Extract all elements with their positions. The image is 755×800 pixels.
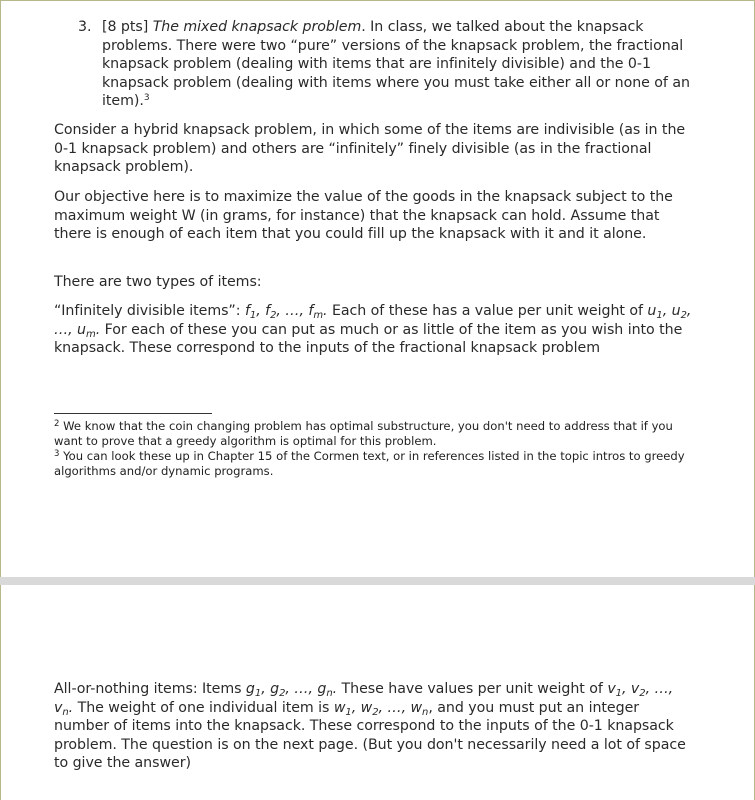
paragraph-types: There are two types of items: [54,274,262,290]
v-variables: $v_1$, $v_2$, …, $v_n$. [54,681,674,718]
question-points: [8 pts] [102,19,149,35]
footnote-divider [54,413,212,414]
aon-lead: All-or-nothing items: Items [54,681,246,697]
g-variables: $g_1$, $g_2$, …, $g_n$. [245,681,338,699]
question-number: 3. [78,19,92,35]
page-separator [0,577,755,585]
w-variables: $w_1$, $w_2$, …, $w_n$ [333,699,429,718]
footnote-ref-3: 3 [143,93,150,104]
paragraph-divisible [54,302,694,358]
paragraph-hybrid: Consider a hybrid knapsack problem, in which some of the items are indivisible (as in the 0-1 knapsack problem) and others are “infinitely” finely divisible (as in the fractional knapsack problem). [54,122,686,176]
u-variables: $u_1$, $u_2$, …, $u_m$. [54,303,692,340]
footnote-3: $^3$ You can look these up in Chapter 15 of the Cormen text, or in references listed in the topic intros to greedy algorithms and/or dynamic programs. [54,449,685,478]
divisible-tail: For each of these you can put as much or as little of the item as you wish into the knapsack. These correspond to the inputs of the fractional knapsack problem [54,321,683,357]
divisible-mid: Each of these has a value per unit weight of [327,303,648,319]
paragraph-objective: Our objective here is to maximize the value of the goods in the knapsack subject to the maximum weight W (in grams, for instance) that the knapsack can hold. Assume that there is enough of each item that you could fill up the knapsack with it and it alone. [54,189,673,243]
aon-mid2: The weight of one individual item is [73,699,334,716]
question-intro [102,18,692,111]
aon-mid1: These have values per unit weight of [337,681,608,697]
aon-tail: , and you must put an integer number of items into the knapsack. These correspond to the inputs of the 0-1 knapsack problem. The question is on the next page. (But you don't necessarily need a lot of space to give the answer) [54,699,686,772]
question-title: The mixed knapsack problem [152,19,362,35]
paragraph-all-or-nothing [54,680,694,773]
divisible-lead: “Infinitely divisible items”: [54,303,245,319]
footnote-2: $^2$ We know that the coin changing problem has optimal substructure, you don't need to address that if you want to prove that a greedy algorithm is optimal for this problem. [54,419,673,448]
question-intro-text: . In class, we talked about the knapsack problems. There were two “pure” versions of the knapsack problem, the fractional knapsack problem (dealing with items that are infinitely divisible) and the 0-1 knapsack problem (dealing with items where you must take either all or none of an item). [102,19,690,110]
f-variables: $f_1$, $f_2$, …, $f_m$. [244,303,328,321]
